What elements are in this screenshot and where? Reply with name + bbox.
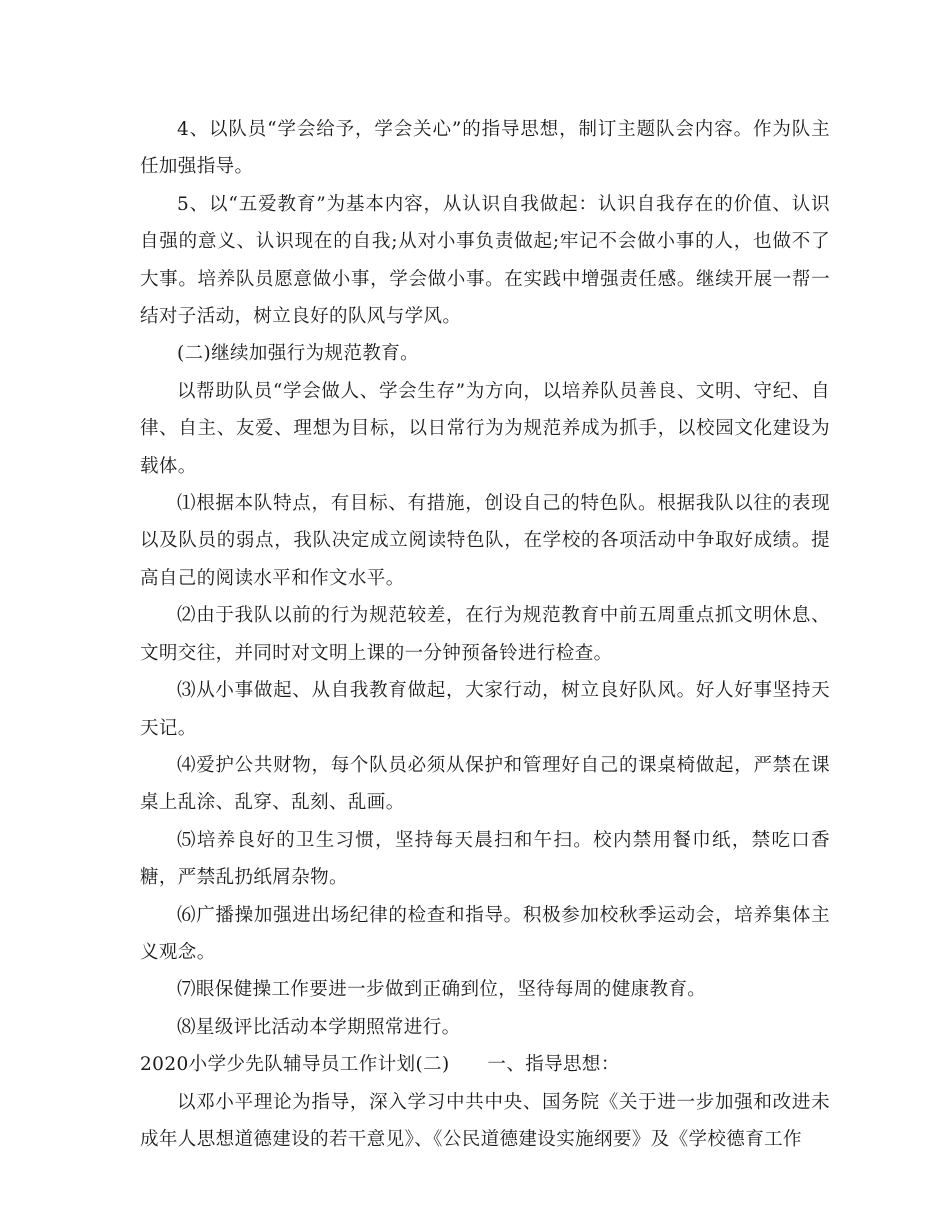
paragraph-measure-8: ⑻星级评比活动本学期照常进行。	[177, 1016, 461, 1038]
paragraph-measure-6: ⑹广播操加强进出场纪律的检查和指导。积极参加校秋季运动会，培养集体主义观念。	[140, 904, 830, 963]
paragraph-guiding-thought: 以邓小平理论为指导，深入学习中共中央、国务院《关于进一步加强和改进未成年人思想道德建设的若干意见》、《公民道德建设实施纲要》及《学校德育工作	[140, 1091, 830, 1150]
paragraph-measure-5: ⑸培养良好的卫生习惯，坚持每天晨扫和午扫。校内禁用餐巾纸，禁吃口香糖，严禁乱扔纸屑杂物。	[140, 829, 830, 889]
paragraph-measure-2: ⑵由于我队以前的行为规范较差，在行为规范教育中前五周重点抓文明休息、文明交往，并同时对文明上课的一分钟预备铃进行检查。	[140, 605, 830, 664]
paragraph-item-4: 4、以队员“学会给予，学会关心”的指导思想，制订主题队会内容。作为队主任加强指导。	[140, 119, 830, 178]
section-heading: 2020小学少先队辅导员工作计划(二) 一、指导思想：	[140, 1054, 620, 1076]
subsection-heading: (二)继续加强行为规范教育。	[177, 343, 420, 365]
paragraph-behavior-goal: 以帮助队员“学会做人、学会生存”为方向，以培养队员善良、文明、守纪、自律、自主、友爱、理想为目标，以日常行为为规范养成为抓手，以校园文化建设为载体。	[140, 380, 830, 477]
paragraph-measure-1: ⑴根据本队特点，有目标、有措施，创设自己的特色队。根据我队以往的表现以及队员的弱点，我队决定成立阅读特色队，在学校的各项活动中争取好成绩。提高自己的阅读水平和作文水平。	[140, 493, 830, 589]
paragraph-measure-4: ⑷爱护公共财物，每个队员必须从保护和管理好自己的课桌椅做起，严禁在课桌上乱涂、乱穿、乱刻、乱画。	[140, 754, 830, 814]
paragraph-item-5: 5、以“五爱教育”为基本内容，从认识自我做起：认识自我存在的价值、认识自强的意义、认识现在的自我;从对小事负责做起;牢记不会做小事的人，也做不了大事。培养队员愿意做小事，学会做小事。在实践中增强责任感。继续开展一帮一结对子活动，树立良好的队风与学风。	[140, 193, 830, 328]
paragraph-measure-7: ⑺眼保健操工作要进一步做到正确到位，坚待每周的健康教育。	[177, 979, 707, 1001]
paragraph-measure-3: ⑶从小事做起、从自我教育做起，大家行动，树立良好队风。好人好事坚持天天记。	[140, 680, 830, 739]
document-body	[140, 111, 830, 1158]
